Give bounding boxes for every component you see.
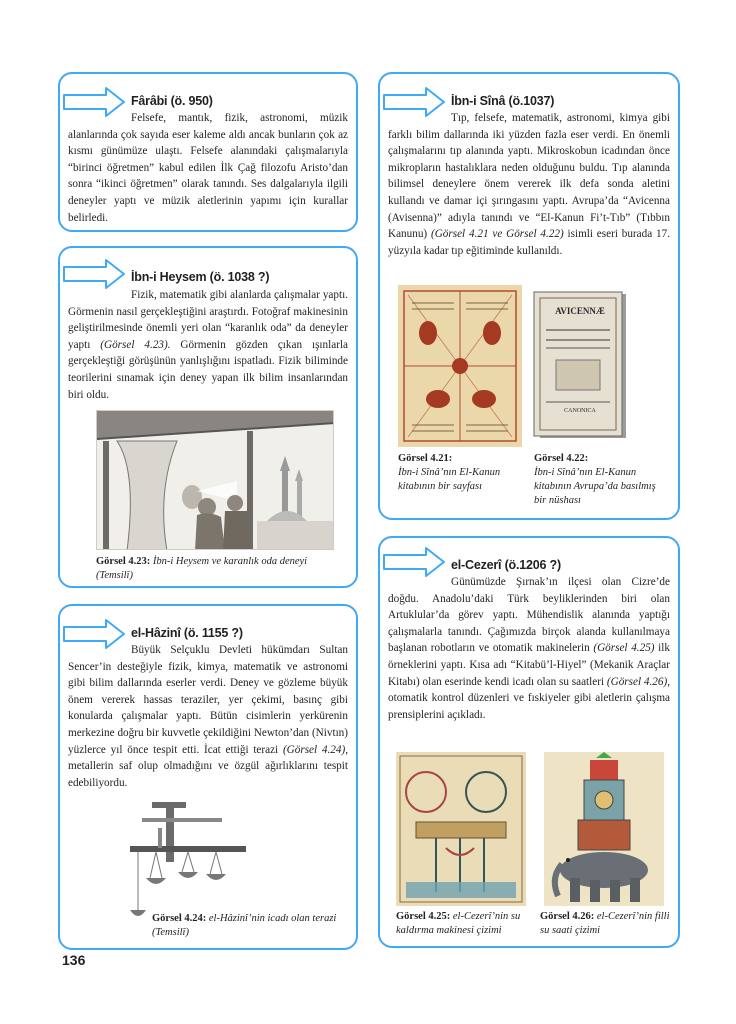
ibn-sina-title: İbn-i Sînâ (ö.1037) [451,94,555,108]
arrow-tab-icon [62,258,128,290]
caption-4-21 [398,452,524,494]
dark-room-illustration [96,410,334,550]
caption-4-25-label: Görsel 4.25: [396,911,451,922]
ibn-sina-paragraph-b: isimli eseri burada 17. yüzyıla kadar tıp eğitiminde kullanıldı. [388,228,670,257]
caption-4-21-text: İbn-i Sînâ’nın El-Kanun kitabının bir sayfası [398,467,501,492]
water-raising-machine-illustration [396,752,526,906]
caption-4-25 [396,910,536,938]
ibn-heysem-paragraph-b: Görmenin gözden çıkan ışınlarla gerçekleştiği görüşünün yanlışlığını ispatladı. Fizik biliminde teorilerini sınamak için deney yapan ilk bilim insanlarından biri oldu. [68,338,349,401]
caption-4-22 [534,452,670,508]
cezeri-text [388,574,670,723]
elephant-clock-illustration [544,752,664,906]
caption-4-22-text: İbn-i Sînâ’nın El-Kanun kitabının Avrupa’da basılmış bir nüshası [534,467,656,506]
hazini-paragraph-a: Büyük Selçuklu Devleti hükümdarı Sultan Sencer’in desteğiyle fizik, kimya, matematik ve astronomi gibi bilim dallarında eserler verdi. Deney ve gözleme büyük önem vererek hassas teraziler, yer çekimi, basınç gibi konularda çalışmalar yaptı. Bütün cisimlerin yerkürenin merkezine doğru bir kuvvetle çekildiğini Newton’dan (Nivtın) yüzlerce yıl önce tespit etti. İcat ettiği terazi [68,644,348,756]
caption-4-24-text: el-Hâzinî’nin icadı olan terazi (Temsilî) [152,913,337,938]
caption-4-24-label: Görsel 4.24: [152,913,207,924]
caption-4-22-label: Görsel 4.22: [534,453,589,464]
page-number: 136 [62,952,86,968]
ibn-heysem-paragraph-a: Fizik, matematik gibi alanlarda çalışmalar yaptı. Görmenin nasıl gerçekleştiğini araştırdı. Fotoğraf makinesinin geliştirilmesinde önemli yeri olan “karanlık oda” da deneyler yaptı [68,289,348,351]
hazini-title: el-Hâzinî (ö. 1155 ?) [131,626,243,640]
ibn-heysem-text [68,287,348,403]
ibn-sina-ref: (Görsel 4.21 ve Görsel 4.22) [430,228,564,241]
caption-4-23 [96,555,346,583]
farabi-text [68,110,348,226]
caption-4-21-label: Görsel 4.21: [398,453,453,464]
caption-4-23-text: İbn-i Heysem ve karanlık oda deneyi (Temsilî) [96,556,308,581]
farabi-title: Fârâbi (ö. 950) [131,94,213,108]
farabi-paragraph: Felsefe, mantık, fizik, astronomi, müzik alanlarında çok sayıda eser kaleme aldı ancak bunların çok az kısmı günümüze ulaştı. Felsefe alanındaki çalışmalarıyla “birinci öğretmen” kabul edilen İlk Çağ filozofu Aristo’dan sonra “ikinci öğretmen” olarak tanındı. Ses dalgalarıyla ilgili deneyler yaptı ve müzik aletlerinin yapımı için kurallar belirledi. [68,112,348,224]
caption-4-26 [540,910,672,938]
ibn-heysem-title: İbn-i Heysem (ö. 1038 ?) [131,270,270,284]
hazini-ref: (Görsel 4.24) [282,743,346,756]
hazini-paragraph-b: , metallerin saf olup olmadığını ve özgül ağırlıklarını tespit edebiliyordu. [68,743,349,789]
hazini-text [68,642,348,791]
cezeri-ref-2: (Görsel 4.26) [606,675,668,688]
kanun-book-illustration [532,290,632,440]
caption-4-26-label: Görsel 4.26: [540,911,595,922]
cezeri-paragraph-b: ilk örneklerini yaptı. Kısa adı “Kitabü’l-Hiyel” (Mekanik Araçlar Kitabı) olan eserinde kendi icadı olan su saatleri [388,642,670,688]
caption-4-23-label: Görsel 4.23: [96,556,151,567]
ibn-heysem-ref: (Görsel 4.23). [100,338,171,351]
caption-4-24 [152,912,344,940]
kanun-page-illustration [398,285,522,447]
ibn-sina-paragraph-a: Tıp, felsefe, matematik, astronomi, kimya gibi farklı bilim dallarında iki yüzden fazla eser verdi. En önemli çalışmalarını tıp alanında yaptı. Mikroskobun icadından önce mikropların hastalıklara neden olduğunu buldu. Tıp alanında bilimsel deneylere önem vererek ilk defa sonda aletini kullandı ve damar içi şırıngasını yaptı. Avrupa’da “Avicenna (Avisenna)” adıyla tanındı ve “El-Kanun Fi’t-Tıb” (Tıbbın Kanunu) [388,112,670,241]
book-subtitle: CANONICA [564,408,596,414]
cezeri-ref-1: (Görsel 4.25) [593,642,655,655]
caption-4-26-text: el-Cezerî’nin filli su saati çizimi [540,911,670,936]
book-title: AVICENNÆ [555,306,605,316]
caption-4-25-text: el-Cezerî’nin su kaldırma makinesi çizimi [396,911,521,936]
cezeri-title: el-Cezerî (ö.1206 ?) [451,558,561,572]
ibn-sina-text [388,110,670,259]
cezeri-paragraph-a: Günümüzde Şırnak’ın ilçesi olan Cizre’de doğdu. Anadolu’daki Türk beyliklerinden biri olan Artuklular’da görev yaptı. Mühendislik alanında yaptığı çalışmalarla tanındı. Çağımızda birçok alanda kullanılmaya başlanan robotların ve otomatik makinelerin [388,576,670,655]
cezeri-paragraph-c: , otomatik kontrol düzenleri ve fıskiyeler gibi aletlerin çalışma prensiplerini açıkladı. [388,675,671,721]
